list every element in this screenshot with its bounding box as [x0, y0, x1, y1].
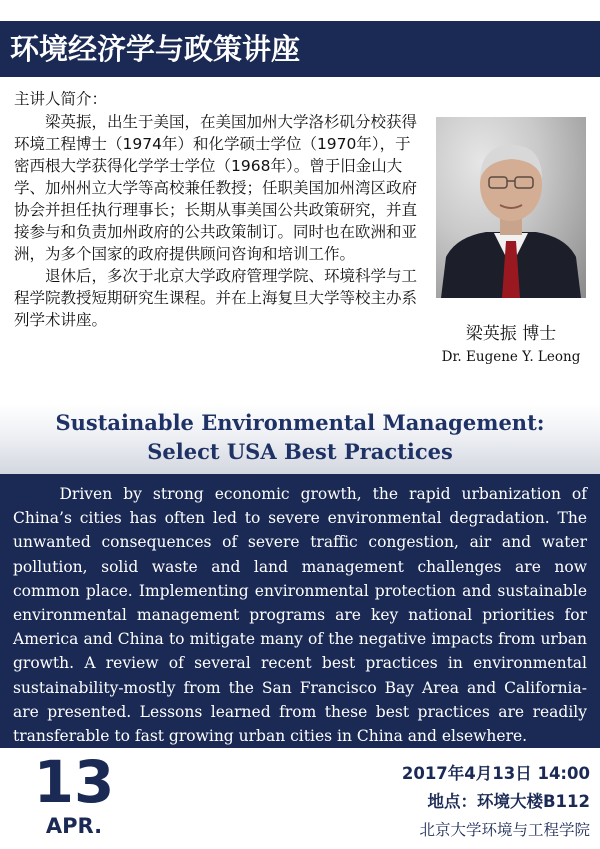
- event-day: 13: [33, 748, 115, 816]
- talk-title-line-2: Select USA Best Practices: [147, 439, 453, 464]
- title-bar: [0, 21, 600, 77]
- page-title: 环境经济学与政策讲座: [10, 32, 301, 66]
- talk-title-line-1: Sustainable Environmental Management:: [55, 410, 545, 435]
- speaker-bio: [14, 88, 424, 331]
- bio-heading: 主讲人简介：: [14, 90, 108, 108]
- speaker-name-cn: 梁英振 博士: [465, 324, 557, 344]
- event-location: 地点：环境大楼B112: [427, 792, 590, 811]
- talk-title: [0, 408, 600, 466]
- bio-paragraph-2: 退休后，多次于北京大学政府管理学院、环境科学与工程学院教授短期研究生课程。并在上海复旦大学等校主办系列学术讲座。: [14, 267, 418, 329]
- event-month: APR.: [45, 814, 103, 838]
- event-organizer: 北京大学环境与工程学院: [419, 821, 590, 839]
- speaker-photo: [436, 117, 586, 298]
- bio-paragraph-1: 梁英振，出生于美国，在美国加州大学洛杉矶分校获得环境工程博士（1974年）和化学硕士学位（1970年），于密西根大学获得化学学士学位（1968年）。曾于旧金山大学、加州州立大学等高校兼任教授；任职美国加州湾区政府协会并担任执行理事长；长期从事美国公共政策研究，并直接参与和负责加州政府的公共政策制订。同时也在欧洲和亚洲，为多个国家的政府提供顾问咨询和培训工作。: [14, 113, 418, 263]
- talk-abstract: Driven by strong economic growth, the rapid urbanization of China’s cities has often led to severe environmental degradation. The unwanted consequences of severe traffic congestion, air and water pollution, solid waste and land management challenges are now common place. Implementing environmental protection and sustainable environmental management programs are key national priorities for America and China to mitigate many of the negative impacts from urban growth. A review of several recent best practices in environmental sustainability-mostly from the San Francisco Bay Area and California-are presented. Lessons learned from these best practices are readily transferable to fast growing urban cities in China and elsewhere.: [13, 485, 587, 746]
- event-datetime: 2017年4月13日 14:00: [401, 764, 590, 783]
- speaker-name-en: Dr. Eugene Y. Leong: [441, 349, 581, 365]
